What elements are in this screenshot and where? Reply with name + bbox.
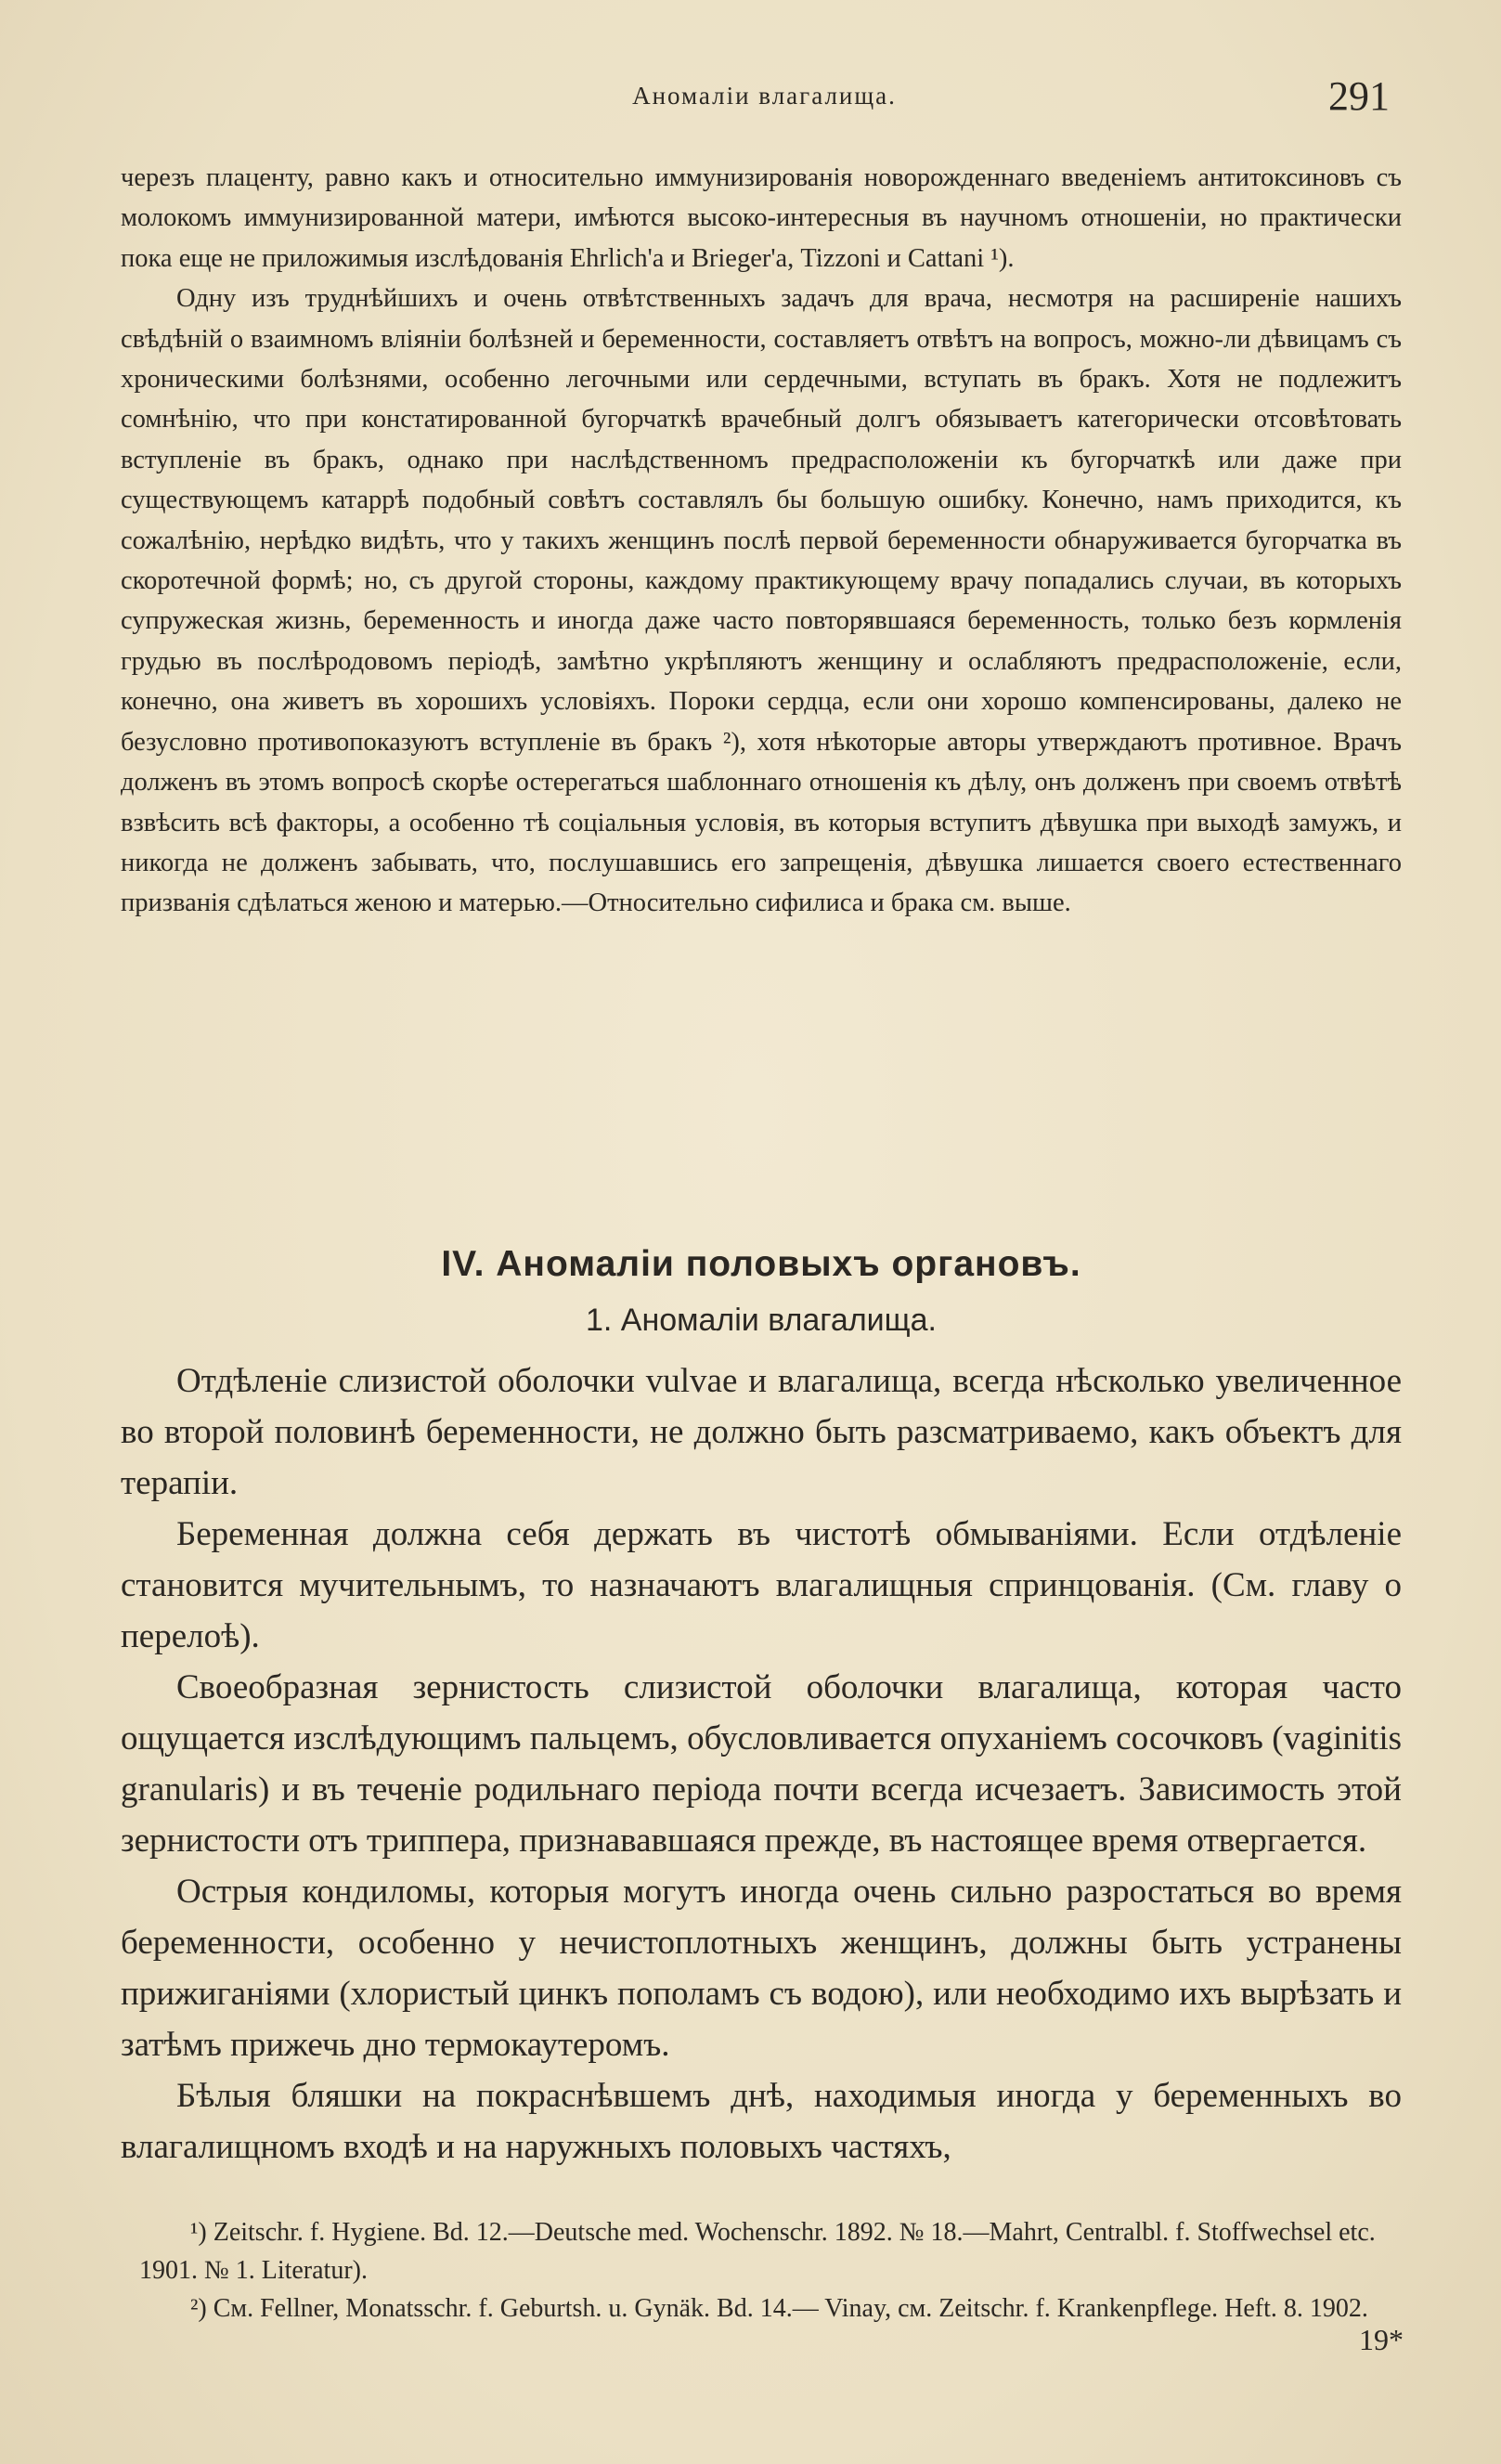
footnotes <box>139 2213 1420 2328</box>
vaginal-anomalies-text <box>121 1355 1402 2172</box>
footnote-2: ²) См. Fellner, Monatsschr. f. Geburtsh. u. Gynäk. Bd. 14.— Vinay, см. Zeitschr. f. Krankenpflege. Heft. 8. 1902. <box>190 2294 1368 2323</box>
running-title: Аномаліи влагалища. <box>632 82 897 110</box>
section-text-block <box>121 158 1402 924</box>
subsection-heading: 1. Аномаліи влагалища. <box>585 1303 938 1338</box>
paragraph-granularity: Своеобразная зернистость слизистой оболочки влагалища, которая часто ощущается изслѣдующимъ пальцемъ, обусловливается опуханіемъ сосочковъ (vaginitis granularis) и въ теченіе родильнаго періода почти всегда исчезаетъ. Зависимость этой зернистости отъ триппера, признававшаяся прежде, въ настоящее время отвергается. <box>121 1668 1402 1860</box>
paragraph-condylomas: Острыя кондиломы, которыя могутъ иногда очень сильно разростаться во время беременности, особенно у нечистоплотныхъ женщинъ, должны быть устранены прижиганіями (хлористый цинкъ пополамъ съ водою), или необходимо ихъ вырѣзать и затѣмъ прижечь дно термокаутеромъ. <box>121 1873 1402 2064</box>
page-number: 291 <box>1328 73 1390 119</box>
paragraph-marriage-advice: Одну изъ труднѣйшихъ и очень отвѣтственныхъ задачъ для врача, несмотря на расширеніе нашихъ свѣдѣній о взаимномъ вліяніи болѣзней и беременности, составляетъ отвѣтъ на вопросъ, можно-ли дѣвицамъ съ хроническими болѣзнями, особенно легочными или сердечными, вступать въ бракъ. Хотя не подлежитъ сомнѣнію, что при констатированной бугорчаткѣ врачебный долгъ обязываетъ категорически отсовѣтовать вступленіе въ бракъ, однако при наслѣдственномъ предрасположеніи къ бугорчаткѣ или даже при существующемъ катаррѣ подобный совѣтъ составлялъ бы большую ошибку. Конечно, намъ приходится, къ сожалѣнію, нерѣдко видѣть, что у такихъ женщинъ послѣ первой беременности обнаруживается бугорчатка въ скоротечной формѣ; но, съ другой стороны, каждому практикующему врачу попадались случаи, въ которыхъ супружеская жизнь, беременность и иногда даже часто повторявшаяся беременность, только безъ кормленія грудью въ послѣродовомъ періодѣ, замѣтно укрѣпляютъ женщину и ослабляютъ предрасположеніе, если, конечно, она живетъ въ хорошихъ условіяхъ. Пороки сердца, если они хорошо компенсированы, далеко не безусловно противопоказуютъ вступленіе въ бракъ ²), хотя нѣкоторые авторы утверждаютъ противное. Врачъ долженъ въ этомъ вопросѣ скорѣе остерегаться шаблоннаго отношенія къ дѣлу, онъ долженъ при своемъ отвѣтѣ взвѣсить всѣ факторы, а особенно тѣ соціальныя условія, въ которыя вступитъ дѣвушка при выходѣ замужъ, и никогда не долженъ забывать, что, послушавшись его запрещенія, дѣвушка лишается своего естественнаго призванія сдѣлаться женою и матерью.—Относительно сифилиса и брака см. выше. <box>121 284 1402 918</box>
paragraph-hygiene: Беременная должна себя держать въ чистотѣ обмываніями. Если отдѣленіе становится мучительнымъ, то назначаютъ влагалищныя спринцованія. (См. главу о перелоѣ). <box>121 1515 1402 1655</box>
section-heading: IV. Аномаліи половыхъ органовъ. <box>441 1244 1081 1284</box>
paragraph-white-plaques: Бѣлыя бляшки на покраснѣвшемъ днѣ, находимыя иногда у беременныхъ во влагалищномъ входѣ и на наружныхъ половыхъ частяхъ, <box>121 2077 1402 2166</box>
signature-mark: 19* <box>1359 2323 1404 2356</box>
paragraph-discharge: Отдѣленіе слизистой оболочки vulvae и влагалища, всегда нѣсколько увеличенное во второй половинѣ беременности, не должно быть разсматриваемо, какъ объектъ для терапіи. <box>121 1362 1402 1502</box>
footnote-1: ¹) Zeitschr. f. Hygiene. Bd. 12.—Deutsche med. Wochenschr. 1892. № 18.—Mahrt, Centralbl. f. Stoffwechsel etc. 1901. № 1. Literatur). <box>139 2218 1376 2285</box>
paragraph-immunization: черезъ плаценту, равно какъ и относительно иммунизированія новорожденнаго введеніемъ антитоксиновъ съ молокомъ иммунизированной матери, имѣются высоко-интересныя въ научномъ отношеніи, но практически пока еще не приложимыя изслѣдованія Ehrlich'а и Brieger'а, Tizzoni и Cattani ¹). <box>121 163 1402 273</box>
page-header <box>121 72 1408 128</box>
